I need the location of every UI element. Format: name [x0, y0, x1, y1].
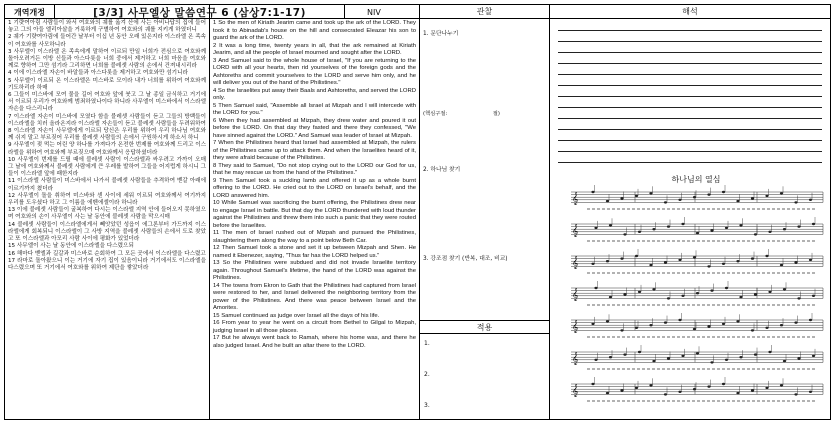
application-item-1: 1. [424, 340, 430, 347]
svg-text:𝄞: 𝄞 [572, 256, 579, 269]
verse: 14 블레셋 사람들이 이스라엘에게서 빼앗았던 성읍이 에그론부터 가드까지 이스라엘에게 회복되니 이스라엘이 그 사방 지역을 블레셋 사람들의 손에서 도로 찾았고 또 이스라엘과 아모리 사람 사이에 평화가 있었더라 [8, 221, 206, 243]
svg-text:𝄞: 𝄞 [572, 384, 579, 397]
korean-text-column [5, 5, 210, 419]
verse: 7 이스라엘 자손이 미스바에 모였다 함을 블레셋 사람들이 듣고 그들의 방백들이 이스라엘을 치러 올라온지라 이스라엘 자손들이 듣고 블레셋 사람들을 두려워하여 [8, 113, 206, 127]
emphasis-item: 3. 강조점 찾기 (반복, 대조, 비교) [423, 256, 508, 262]
verse: 17 But he always went back to Ramah, where his home was, and there he also judged Israel. And he built an altar there to the LORD. [213, 335, 416, 349]
observation-header: 관찰 [420, 5, 549, 19]
verse: 6 When they had assembled at Mizpah, they drew water and poured it out before the LORD. On that day they fasted and there they confessed, "We have sinned against the LORD." And Samuel was leader of Israel at Mizpah. [213, 117, 416, 139]
translation-tag: 개역개정 [5, 5, 55, 19]
sheet-music [565, 174, 827, 418]
verse: 16 From year to year he went on a circuit from Bethel to Gilgal to Mizpah, judging Israel in all those places. [213, 320, 416, 334]
paragraph-division-item: 1. 문단나누기 [423, 31, 459, 37]
writing-line [558, 130, 822, 141]
writing-line [558, 31, 822, 42]
staff [571, 313, 823, 337]
verse: 2 It was a long time, twenty years in all, that the ark remained at Kiriath Jearim, and all the people of Israel mourned and sought after the LORD. [213, 42, 416, 56]
staff [571, 217, 823, 241]
verse: 14 The towns from Ekron to Gath that the Philistines had captured from Israel were restored to her, and Israel delivered the neighboring territory from the power of the Philistines. And there was peace between Israel and the Amorites. [213, 282, 416, 311]
writing-line [558, 141, 822, 152]
worksheet-page [4, 4, 831, 420]
verse: 12 Then Samuel took a stone and set it up between Mizpah and Shen. He named it Ebenezer, saying, "Thus far has the LORD helped us." [213, 245, 416, 259]
verse: 7 When the Philistines heard that Israel had assembled at Mizpah, the rulers of the Philistines came up to attack them. And when the Israelites heard of it, they were afraid because of the Philistines. [213, 140, 416, 161]
writing-line [558, 152, 822, 163]
key-verse-unit: 절) [492, 111, 500, 117]
verse: 8 이스라엘 자손이 사무엘에게 이르되 당신은 우리를 위하여 우리 하나님 여호와께 쉬지 말고 부르짖어 우리를 블레셋 사람들의 손에서 구원하시게 하소서 하니 [8, 128, 206, 142]
svg-text:𝄞: 𝄞 [572, 224, 579, 237]
english-verses [213, 20, 416, 350]
verse: 15 Samuel continued as judge over Israel all the days of his life. [213, 312, 380, 319]
application-item-2: 2. [424, 371, 430, 378]
verse: 16 해마다 벧엘과 길갈과 미스바로 순회하여 그 모든 곳에서 이스라엘을 다스렸고 [8, 250, 206, 257]
key-verse-note [423, 109, 500, 117]
verse: 13 So the Philistines were subdued and did not invade Israelite territory again. Throughout Samuel's lifetime, the hand of the LORD was against the Philistines. [213, 260, 416, 281]
svg-text:𝄞: 𝄞 [572, 320, 579, 333]
verse: 2 궤가 기럇여아림에 들어간 날부터 이십 년 동안 오래 있은지라 이스라엘 온 족속이 여호와를 사모하니라 [8, 34, 206, 48]
observation-column [420, 5, 550, 419]
verse: 9 사무엘이 젖 먹는 어린 양 하나를 가져다가 온전한 번제를 여호와께 드리고 이스라엘을 위하여 여호와께 부르짖으매 여호와께서 응답하셨더라 [8, 142, 206, 156]
verse: 11 이스라엘 사람들이 미스바에서 나가서 블레셋 사람들을 추격하여 벧갈 아래에 이르기까지 쳤더라 [8, 178, 206, 192]
staff [571, 345, 823, 369]
verse: 17 라마로 돌아왔으니 이는 거기에 자기 집이 있음이니라 거기에서도 이스라엘을 다스렸으며 또 거기에서 여호와를 위하여 제단을 쌓았더라 [8, 257, 206, 271]
song-title: 하나님의 열심 [671, 175, 721, 184]
verse: 1 So the men of Kiriath Jearim came and took up the ark of the LORD. They took it to Abinadab's house on the hill and consecrated Eleazar his son to guard the ark of the LORD. [213, 20, 416, 41]
svg-text:𝄞: 𝄞 [572, 192, 579, 205]
svg-text:𝄞: 𝄞 [572, 352, 579, 365]
verse: 5 Then Samuel said, "Assemble all Israel at Mizpah and I will intercede with the LORD for you." [213, 102, 416, 116]
verse: 13 이에 블레셋 사람들이 굴복하여 다시는 이스라엘 지역 안에 들어오지 못하였으며 여호와의 손이 사무엘이 사는 날 동안에 블레셋 사람을 막으시매 [8, 207, 206, 221]
verse: 4 So the Israelites put away their Baals and Ashtoreths, and served the LORD only. [213, 87, 417, 101]
verse: 9 Then Samuel took a suckling lamb and offered it up as a whole burnt offering to the LORD. He cried out to the LORD on Israel's behalf, and the LORD answered him. [213, 177, 416, 199]
writing-line [558, 20, 822, 31]
korean-verses [8, 20, 206, 272]
writing-line [558, 108, 822, 119]
verse: 4 이에 이스라엘 자손이 바알들과 아스다롯을 제거하고 여호와만 섬기니라 [8, 70, 188, 77]
staff [571, 281, 823, 305]
writing-line [558, 42, 822, 53]
writing-line [558, 86, 822, 97]
verse: 10 사무엘이 번제를 드릴 때에 블레셋 사람이 이스라엘과 싸우려고 가까이 오매 그 날에 여호와께서 블레셋 사람에게 큰 우레를 발하여 그들을 어지럽게 하시니 그들이 이스라엘 앞에 패한지라 [8, 156, 206, 178]
interpretation-header: 해석 [550, 5, 830, 19]
staff [571, 249, 823, 273]
english-text-column [210, 5, 420, 419]
writing-line [558, 97, 822, 108]
writing-line [558, 53, 822, 64]
verse: 3 And Samuel said to the whole house of Israel, "If you are returning to the LORD with all your hearts, then rid yourselves of the foreign gods and the Ashtoreths and commit yourselves to the LORD and serve him only, and he will deliver you out of the hand of the Philistines." [213, 57, 416, 86]
page-title: [3/3] 사무엘상 말씀연구 6 (삼상7:1-17) [55, 5, 345, 19]
application-section [420, 320, 549, 419]
verse: 8 They said to Samuel, "Do not stop crying out to the LORD our God for us, that he may rescue us from the hand of the Philistines." [213, 162, 416, 176]
sheet-music-staves [565, 174, 827, 418]
writing-lines [558, 20, 822, 163]
writing-line [558, 64, 822, 75]
verse: 15 사무엘이 사는 날 동안에 이스라엘을 다스렸으되 [8, 243, 134, 250]
application-item-3: 3. [424, 402, 430, 409]
svg-text:𝄞: 𝄞 [572, 288, 579, 301]
niv-label: NIV [367, 7, 381, 17]
find-god-item: 2. 하나님 찾기 [423, 167, 461, 173]
verse: 12 사무엘이 돌을 취하여 미스바와 센 사이에 세워 이르되 여호와께서 여기까지 우리를 도우셨다 하고 그 이름을 에벤에셀이라 하니라 [8, 192, 206, 207]
verse: 5 사무엘이 이르되 온 이스라엘은 미스바로 모이라 내가 너희를 위하여 여호와께 기도하리라 하매 [8, 77, 206, 91]
verse: 10 While Samuel was sacrificing the burnt offering, the Philistines drew near to engage Israel in battle. But that day the LORD thundered with loud thunder against the Philistines and threw them into such a panic that they were routed before the Israelites. [213, 200, 416, 229]
writing-line [558, 119, 822, 130]
interpretation-column [550, 5, 830, 419]
verse: 6 그들이 미스바에 모여 물을 길어 여호와 앞에 붓고 그 날 종일 금식하고 거기에서 이르되 우리가 여호와께 범죄하였나이다 하니라 사무엘이 미스바에서 이스라엘 자손을 다스리니라 [8, 92, 206, 113]
writing-line [558, 75, 822, 86]
application-header: 적용 [420, 321, 549, 334]
verse: 3 사무엘이 이스라엘 온 족속에게 말하여 이르되 만일 너희가 전심으로 여호와께 돌아오려거든 이방 신들과 아스다롯을 너희 중에서 제거하고 너희 마음을 여호와께로 향하여 그만 섬기라 그리하면 너희를 블레셋 사람의 손에서 건져내시리라 [8, 48, 206, 70]
verse: 11 The men of Israel rushed out of Mizpah and pursued the Philistines, slaughtering them along the way to a point below Beth Car. [213, 230, 416, 244]
key-verse-label: (핵심구절: [423, 111, 448, 117]
staff [571, 377, 823, 401]
staff [571, 185, 823, 209]
verse: 1 기럇여아림 사람들이 와서 여호와의 궤를 옮겨 산에 사는 아비나답의 집에 들어놓고 그의 아들 엘리아살을 거룩하게 구별하여 여호와의 궤를 지키게 하였더니 [8, 20, 206, 34]
